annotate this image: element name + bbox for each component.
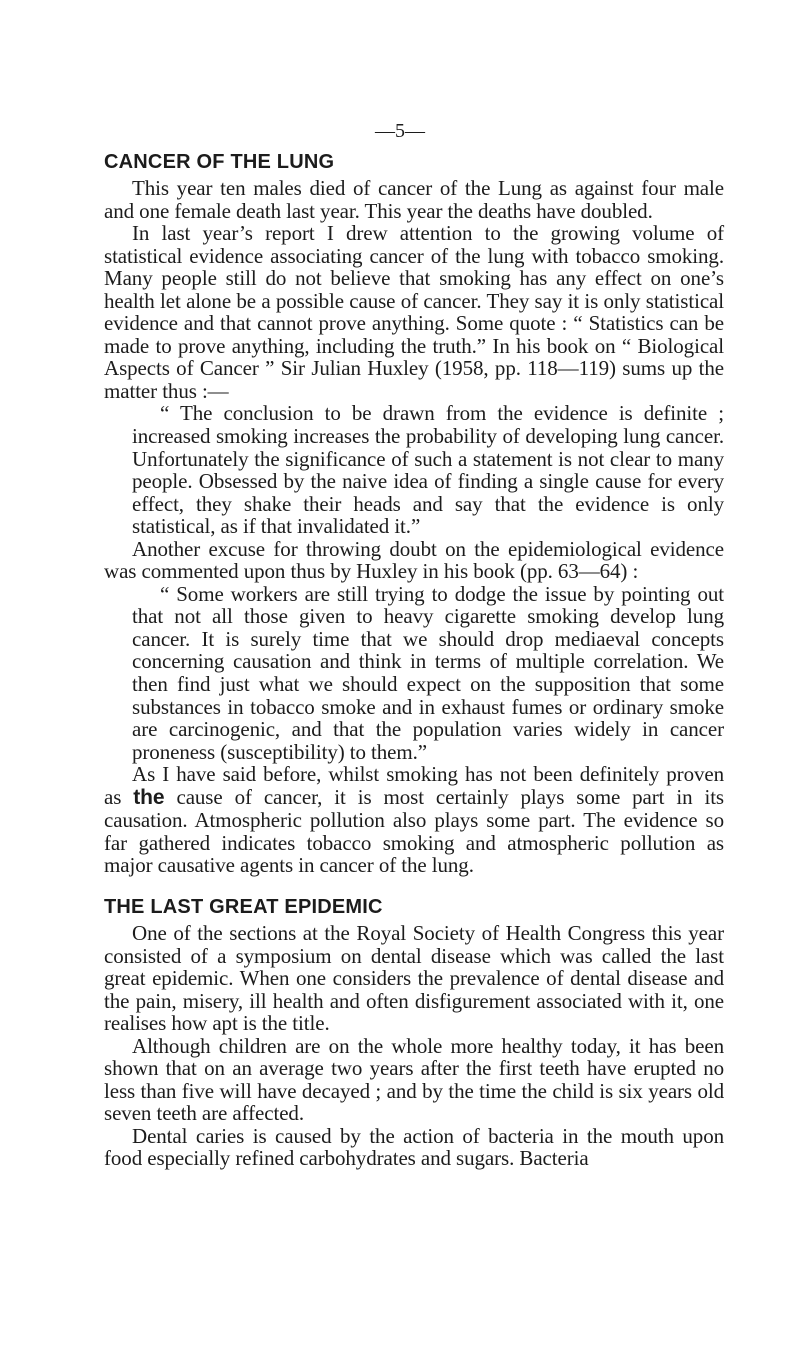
paragraph: Another excuse for throwing doubt on the epidemiological evidence was commented upon thus by Huxley in his book (pp. 63—64) : [104, 536, 724, 584]
paragraph [104, 763, 724, 877]
section-heading: CANCER OF THE LUNG [104, 151, 335, 173]
block-quote: “ Some workers are still trying to dodge the issue by pointing out that not all those given to heavy cigarette smoking develop lung cancer. It is surely time that we should drop mediaeval concepts concerning causation and think in terms of multiple correlation. We then find just what we should expect on the supposition that some substances in tobacco smoke and in exhaust fumes or ordinary smoke are carcinogenic, and that the population varies widely in cancer proneness (susceptibility) to them.” [132, 581, 724, 764]
block-quote: “ The conclusion to be drawn from the evidence is definite ; increased smoking increases the probability of developing lung cancer. Unfortunately the significance of such a statement is not clear to many people. Obsessed by the naive idea of finding a single cause for every effect, they shake their heads and say that the evidence is only statistical, as if that invalidated it.” [132, 401, 724, 539]
paragraph: One of the sections at the Royal Society of Health Congress this year consisted of a symposium on dental disease which was called the last great epidemic. When one considers the prevalence of dental disease and the pain, misery, ill health and often disfigurement associated with it, one realises how apt is the title. [104, 920, 724, 1036]
paragraph: In last year’s report I drew attention to the growing volume of statistical evidence associating cancer of the lung with tobacco smoking. Many people still do not believe that smoking has any effect on one’s health let alone be a possible cause of cancer. They say it is only statistical evidence and that cannot prove anything. Some quote : “ Statistics can be made to prove anything, including the truth.” In his book on “ Biological Aspects of Cancer ” Sir Julian Huxley (1958, pp. 118—119) sums up the matter thus :— [104, 221, 724, 403]
paragraph-text: As I have said before, whilst smoking has not been definitely proven as [104, 762, 724, 809]
paragraph-text: cause of cancer, it is most certainly plays some part in its causation. Atmospheric pollution also plays some part. The evidence so far gathered indicates tobacco smoking and atmospheric pollution as major causative agents in cancer of the lung. [104, 784, 725, 878]
section-heading: THE LAST GREAT EPIDEMIC [104, 895, 383, 918]
paragraph: This year ten males died of cancer of the Lung as against four male and one female death last year. This year the deaths have doubled. [104, 176, 724, 223]
section-cancer-of-the-lung [104, 150, 724, 877]
document-body [104, 150, 724, 1170]
paragraph: Dental caries is caused by the action of bacteria in the mouth upon food especially refined carbohydrates and sugars. Bacteria [104, 1123, 724, 1171]
emphasis-text: the [133, 785, 165, 809]
paragraph: Although children are on the whole more healthy today, it has been shown that on an average two years after the first teeth have erupted no less than five will have decayed ; and by the time the child is six years old seven teeth are affected. [104, 1033, 724, 1126]
section-last-great-epidemic [104, 895, 724, 1170]
page-number: —5— [375, 120, 425, 142]
